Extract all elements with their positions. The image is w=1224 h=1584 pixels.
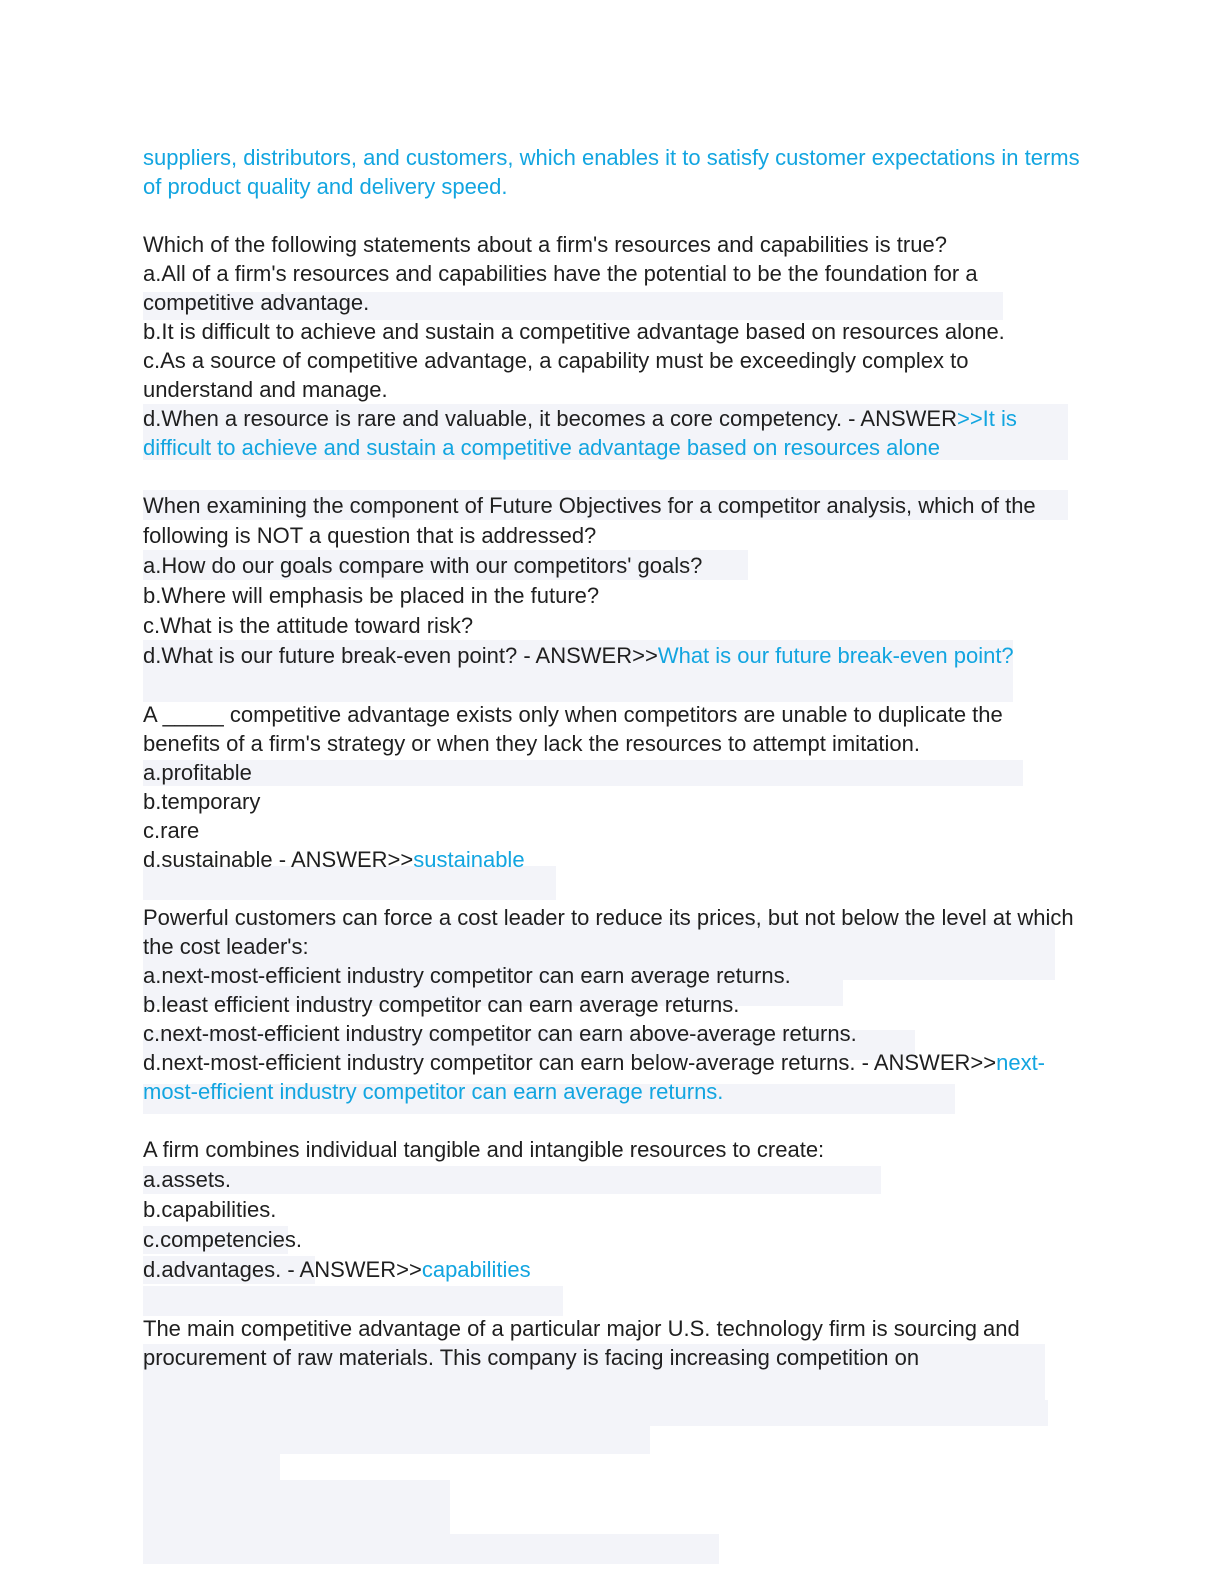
highlight-block <box>143 1400 1048 1426</box>
highlight-block <box>143 1426 650 1454</box>
option-a: a.assets. <box>143 1167 232 1192</box>
answer-text: next-most-efficient industry competitor can earn average returns. <box>143 1050 1046 1104</box>
answer-text: What is our future break-even point? <box>657 643 1014 668</box>
highlight-block <box>143 1534 719 1564</box>
option-c: c.As a source of competitive advantage, a capability must be exceedingly complex to understand and manage. <box>143 348 969 402</box>
question-3 <box>143 700 1083 874</box>
question-stem: Which of the following statements about a firm's resources and capabilities is true? <box>143 232 947 257</box>
question-stem: The main competitive advantage of a particular major U.S. technology firm is sourcing and procurement of raw materials. This company is facing increasing competition on <box>143 1316 1020 1370</box>
question-stem: A _____ competitive advantage exists only when competitors are unable to duplicate the benefits of a firm's strategy or when they lack the resources to attempt imitation. <box>143 702 1003 756</box>
option-b: b.It is difficult to achieve and sustain a competitive advantage based on resources alone. <box>143 319 1005 344</box>
option-d <box>143 404 1083 462</box>
question-1 <box>143 230 1083 462</box>
option-b: b.temporary <box>143 789 261 814</box>
option-d-text: d.When a resource is rare and valuable, it becomes a core competency. - ANSWER <box>143 406 957 431</box>
option-d-text: d.sustainable - ANSWER>> <box>143 847 414 872</box>
question-5 <box>143 1135 1083 1285</box>
option-d-text: d.advantages. - ANSWER>> <box>143 1257 422 1282</box>
intro-paragraph: suppliers, distributors, and customers, which enables it to satisfy customer expectations in terms of product quality and delivery speed. <box>143 145 1080 199</box>
document-page <box>143 143 1083 1372</box>
option-a: a.All of a firm's resources and capabilities have the potential to be the foundation for a competitive advantage. <box>143 261 978 315</box>
question-6 <box>143 1314 1083 1372</box>
question-stem: When examining the component of Future Objectives for a competitor analysis, which of the following is NOT a question that is addressed? <box>143 493 1036 548</box>
option-c: c.competencies. <box>143 1227 302 1252</box>
option-c: c.rare <box>143 818 200 843</box>
question-stem: Powerful customers can force a cost leader to reduce its prices, but not below the level at which the cost leader's: <box>143 905 1074 959</box>
option-c: c.next-most-efficient industry competitor can earn above-average returns. <box>143 1021 857 1046</box>
answer-text: sustainable <box>413 847 525 872</box>
option-d <box>143 641 1083 671</box>
option-d-text: d.What is our future break-even point? - ANSWER>> <box>143 643 658 668</box>
option-d <box>143 1255 1083 1285</box>
highlight-block <box>143 1454 280 1480</box>
option-d-text: d.next-most-efficient industry competitor can earn below-average returns. - ANSWER>> <box>143 1050 997 1075</box>
option-b: b.capabilities. <box>143 1197 277 1222</box>
highlight-block <box>143 1480 450 1534</box>
option-d <box>143 1048 1083 1106</box>
question-stem: A firm combines individual tangible and intangible resources to create: <box>143 1137 825 1162</box>
option-b: b.least efficient industry competitor can earn average returns. <box>143 992 740 1017</box>
option-c: c.What is the attitude toward risk? <box>143 613 474 638</box>
option-a: a.profitable <box>143 760 252 785</box>
option-d <box>143 845 1083 874</box>
question-4 <box>143 903 1083 1106</box>
option-a: a.next-most-efficient industry competitor can earn average returns. <box>143 963 791 988</box>
question-2 <box>143 491 1083 671</box>
answer-text: >>It is difficult to achieve and sustain a competitive advantage based on resources alone <box>143 406 1017 460</box>
option-a: a.How do our goals compare with our competitors' goals? <box>143 553 703 578</box>
answer-text: capabilities <box>421 1257 531 1282</box>
option-b: b.Where will emphasis be placed in the future? <box>143 583 600 608</box>
